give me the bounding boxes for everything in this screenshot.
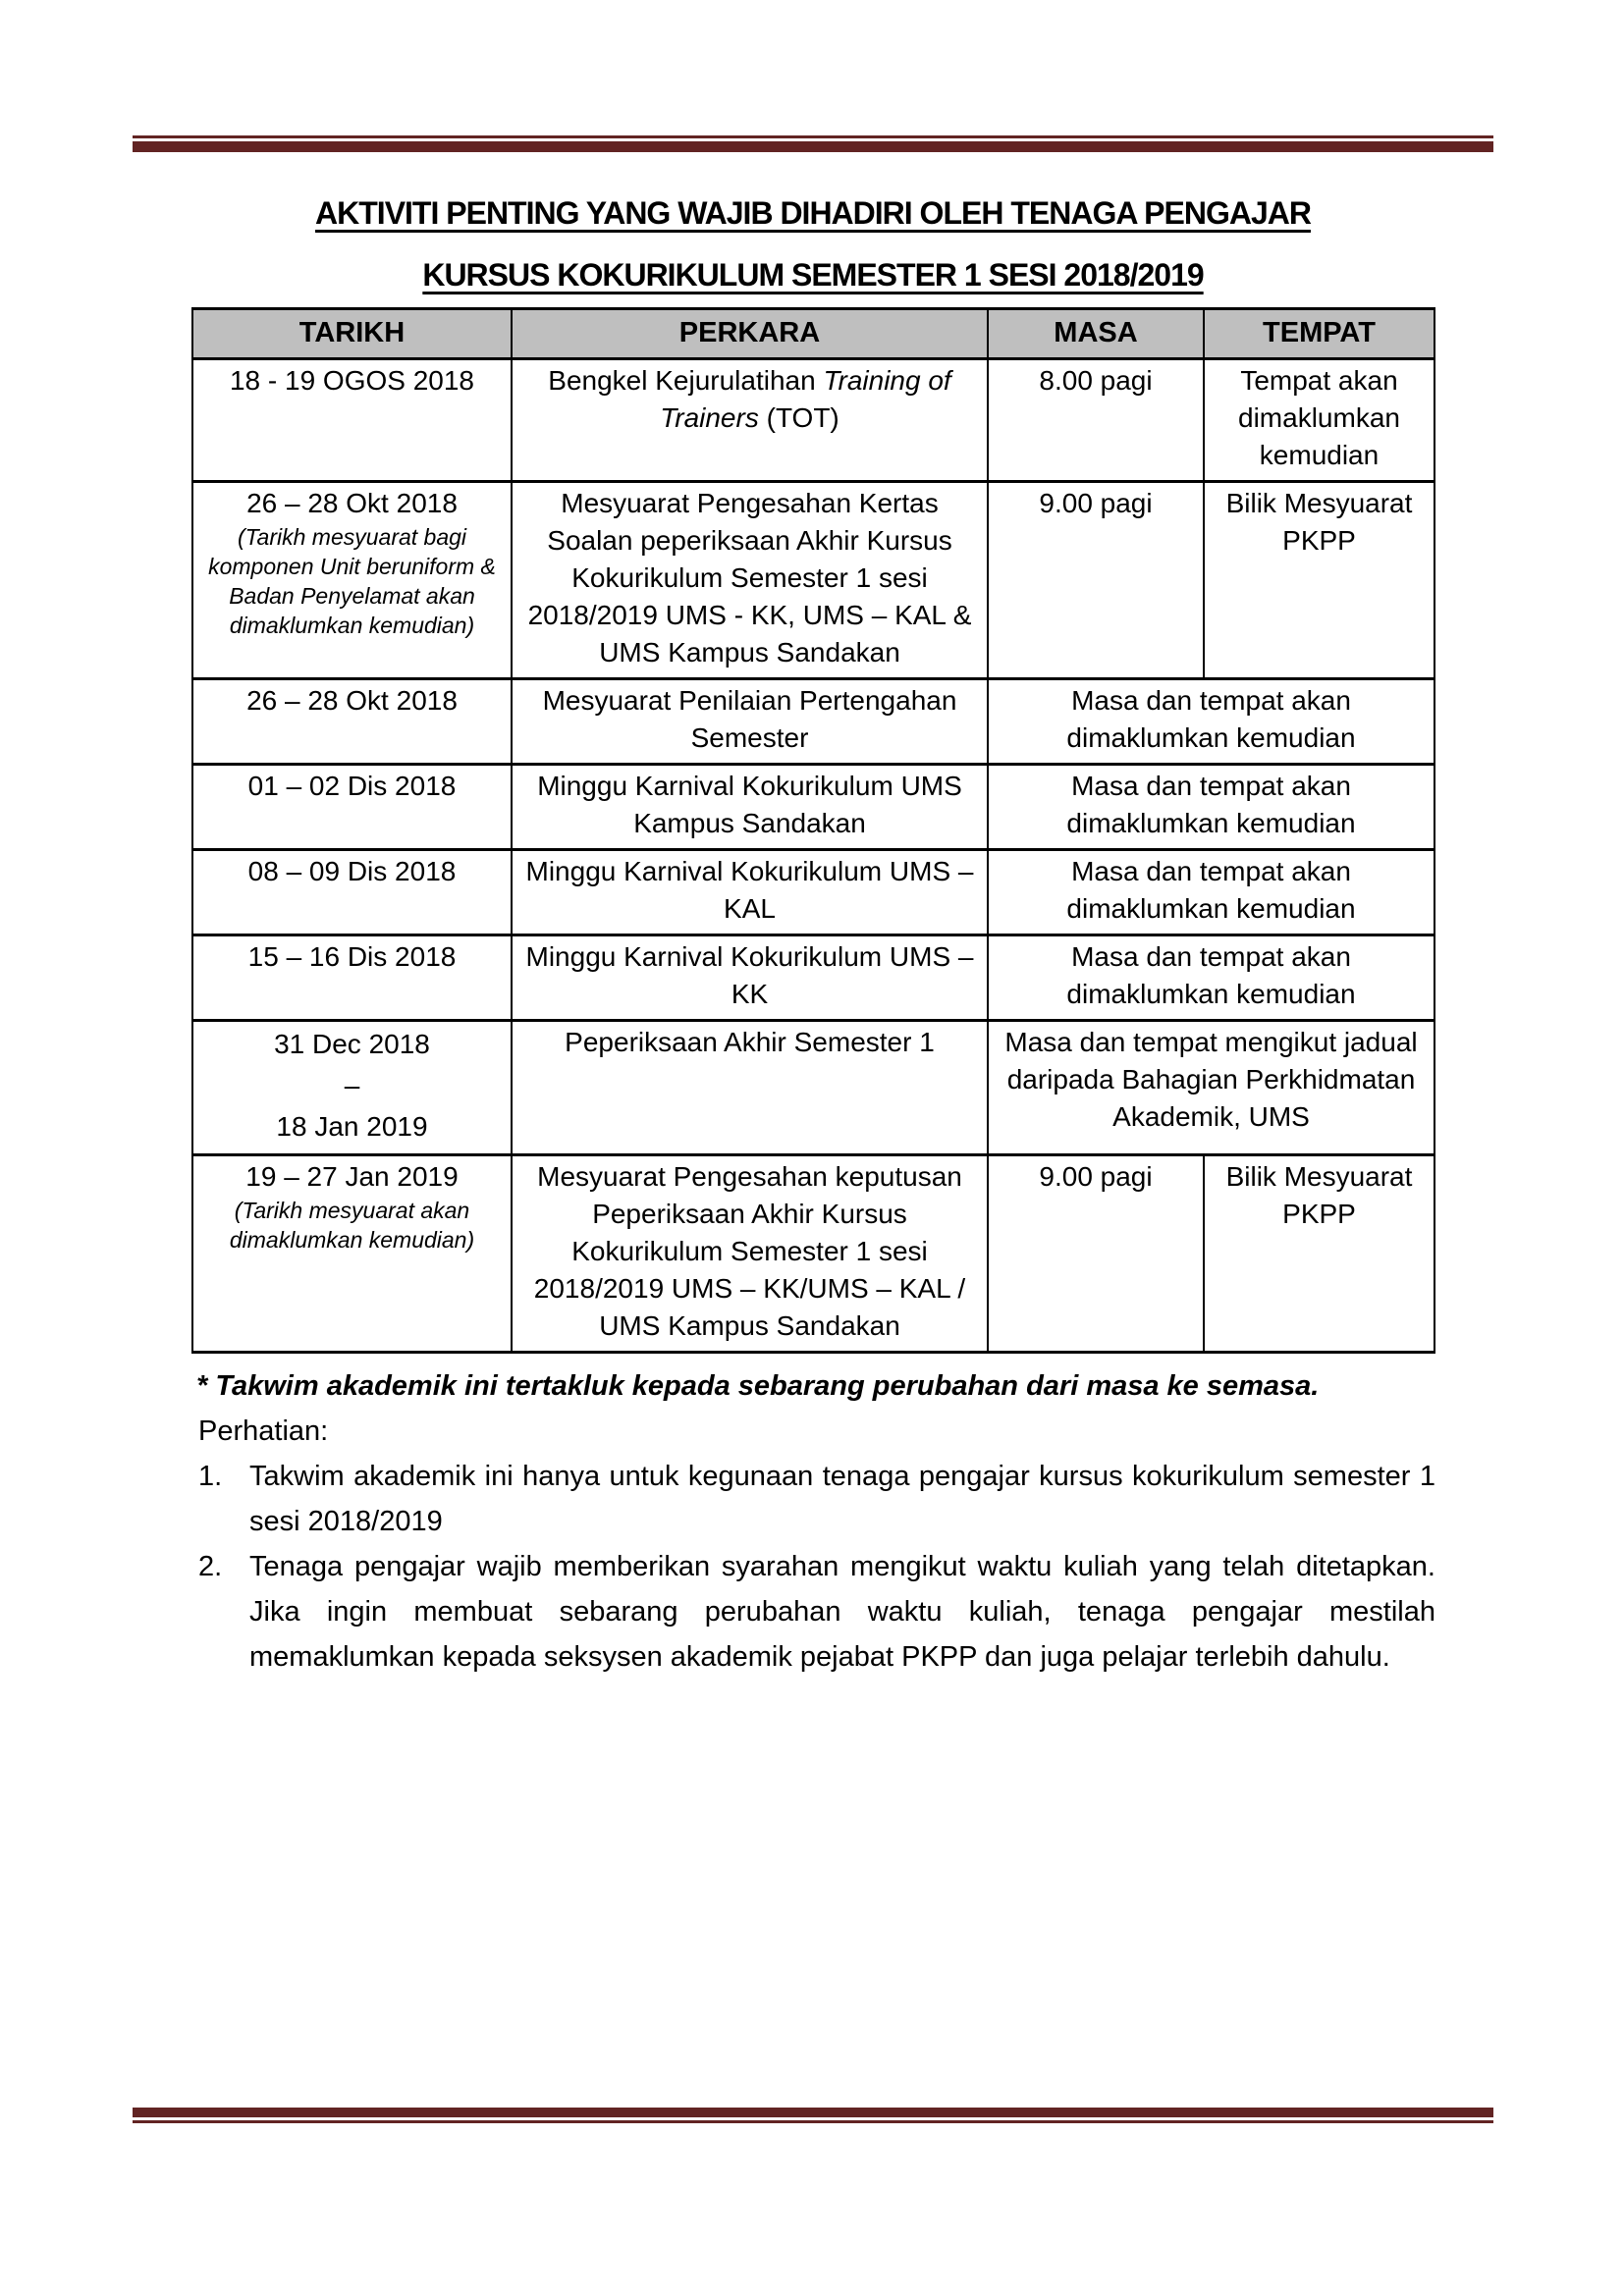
cell-perkara: Peperiksaan Akhir Semester 1 <box>512 1021 988 1155</box>
bottom-rule-thin-bar <box>133 2120 1493 2123</box>
tarikh-end-date: 18 Jan 2019 <box>276 1111 428 1142</box>
cell-tarikh <box>192 1155 512 1353</box>
table-row <box>192 850 1435 935</box>
footnote: * Takwim akademik ini tertakluk kepada sebarang perubahan dari masa ke semasa. <box>196 1370 1320 1402</box>
note-item <box>198 1544 1435 1680</box>
tarikh-dash: – <box>344 1070 360 1100</box>
table-row <box>192 935 1435 1021</box>
tarikh-date: 19 – 27 Jan 2019 <box>245 1161 459 1192</box>
cell-perkara: Mesyuarat Penilaian Pertengahan Semester <box>512 679 988 765</box>
cell-perkara: Mesyuarat Pengesahan Kertas Soalan peperiksaan Akhir Kursus Kokurikulum Semester 1 sesi 2018/2019 UMS - KK, UMS – KAL & UMS Kampus Sandakan <box>512 482 988 679</box>
col-header-tarikh: TARIKH <box>192 309 512 359</box>
cell-masa: 8.00 pagi <box>988 359 1204 482</box>
cell-masa-tempat: Masa dan tempat akan dimaklumkan kemudian <box>988 765 1435 850</box>
perkara-text: (TOT) <box>758 402 839 433</box>
cell-tarikh <box>192 482 512 679</box>
cell-tarikh: 08 – 09 Dis 2018 <box>192 850 512 935</box>
cell-perkara: Minggu Karnival Kokurikulum UMS – KAL <box>512 850 988 935</box>
table-row <box>192 765 1435 850</box>
top-rule-thin-bar <box>133 135 1493 138</box>
perkara-italic-text: Training of Trainers <box>660 365 951 433</box>
cell-tempat: Bilik Mesyuarat PKPP <box>1204 482 1435 679</box>
page-title <box>133 183 1493 306</box>
cell-masa-tempat: Masa dan tempat akan dimaklumkan kemudian <box>988 935 1435 1021</box>
bottom-rule-thick-bar <box>133 2108 1493 2117</box>
table-row <box>192 1155 1435 1353</box>
note-item-text: Takwim akademik ini hanya untuk kegunaan tenaga pengajar kursus kokurikulum semester 1 sesi 2018/2019 <box>249 1461 1435 1537</box>
schedule-table <box>191 307 1435 1354</box>
tarikh-start-date: 31 Dec 2018 <box>274 1029 430 1059</box>
cell-tempat: Bilik Mesyuarat PKPP <box>1204 1155 1435 1353</box>
perhatian-label: Perhatian: <box>198 1415 329 1447</box>
note-item <box>198 1454 1435 1544</box>
cell-masa: 9.00 pagi <box>988 1155 1204 1353</box>
tarikh-note: (Tarikh mesyuarat akan dimaklumkan kemudian) <box>229 1198 475 1253</box>
table-row <box>192 482 1435 679</box>
table-header-row <box>192 309 1435 359</box>
cell-perkara: Minggu Karnival Kokurikulum UMS Kampus Sandakan <box>512 765 988 850</box>
top-rule <box>133 135 1493 152</box>
note-item-text: Tenaga pengajar wajib memberikan syarahan mengikut waktu kuliah yang telah ditetapkan. Jika ingin membuat sebarang perubahan waktu kuliah, tenaga pengajar mestilah memaklumkan kepada seksysen akademik pejabat PKPP dan juga pelajar terlebih dahulu. <box>249 1551 1435 1673</box>
col-header-tempat: TEMPAT <box>1204 309 1435 359</box>
col-header-perkara: PERKARA <box>512 309 988 359</box>
table-row <box>192 679 1435 765</box>
page-title-line-2: KURSUS KOKURIKULUM SEMESTER 1 SESI 2018/2019 <box>422 257 1204 293</box>
cell-tarikh: 15 – 16 Dis 2018 <box>192 935 512 1021</box>
cell-tarikh: 18 - 19 OGOS 2018 <box>192 359 512 482</box>
tarikh-date: 26 – 28 Okt 2018 <box>246 488 458 518</box>
cell-perkara <box>512 359 988 482</box>
cell-masa-tempat: Masa dan tempat mengikut jadual daripada Bahagian Perkhidmatan Akademik, UMS <box>988 1021 1435 1155</box>
cell-tempat: Tempat akan dimaklumkan kemudian <box>1204 359 1435 482</box>
cell-tarikh: 01 – 02 Dis 2018 <box>192 765 512 850</box>
cell-masa-tempat: Masa dan tempat akan dimaklumkan kemudian <box>988 679 1435 765</box>
note-item-number: 2. <box>198 1551 223 1582</box>
cell-masa-tempat: Masa dan tempat akan dimaklumkan kemudian <box>988 850 1435 935</box>
cell-tarikh: 26 – 28 Okt 2018 <box>192 679 512 765</box>
cell-perkara: Mesyuarat Pengesahan keputusan Peperiksaan Akhir Kursus Kokurikulum Semester 1 sesi 2018/2019 UMS – KK/UMS – KAL / UMS Kampus Sandakan <box>512 1155 988 1353</box>
col-header-masa: MASA <box>988 309 1204 359</box>
top-rule-thick-bar <box>133 141 1493 152</box>
page-content <box>0 307 1624 1680</box>
bottom-rule <box>133 2108 1493 2123</box>
perkara-text: Bengkel Kejurulatihan <box>548 365 824 396</box>
table-row <box>192 1021 1435 1155</box>
cell-tarikh <box>192 1021 512 1155</box>
table-row <box>192 359 1435 482</box>
cell-perkara: Minggu Karnival Kokurikulum UMS – KK <box>512 935 988 1021</box>
note-item-number: 1. <box>198 1461 223 1492</box>
page-title-line-1: AKTIVITI PENTING YANG WAJIB DIHADIRI OLEH TENAGA PENGAJAR <box>315 195 1311 231</box>
cell-masa: 9.00 pagi <box>988 482 1204 679</box>
tarikh-note: (Tarikh mesyuarat bagi komponen Unit beruniform & Badan Penyelamat akan dimaklumkan kemudian) <box>208 524 496 638</box>
